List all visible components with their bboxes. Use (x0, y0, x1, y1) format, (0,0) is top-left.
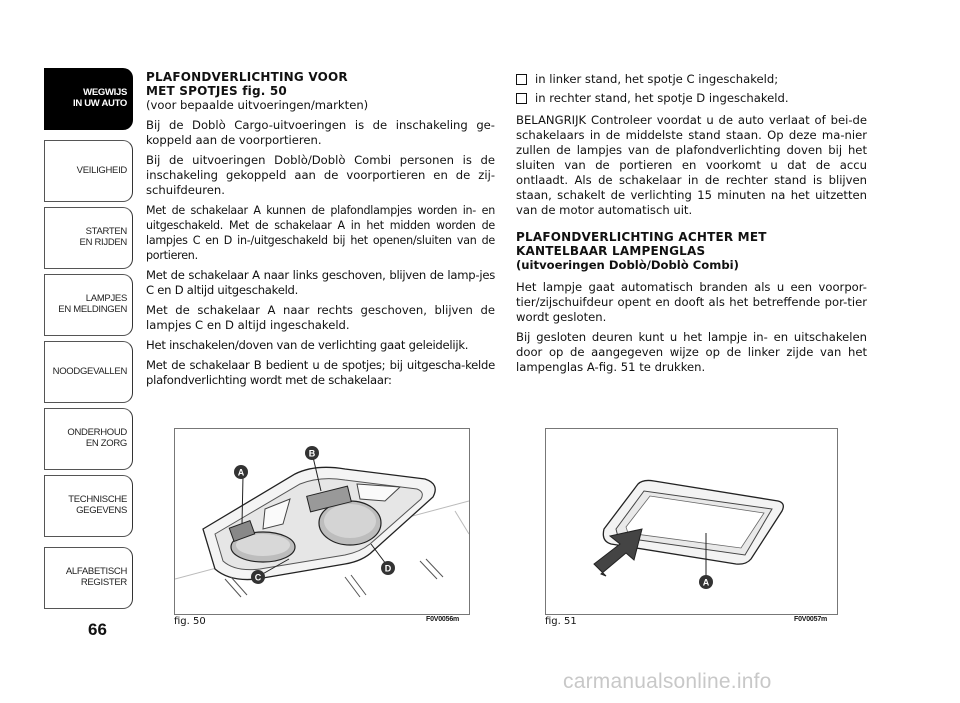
svg-text:B: B (308, 448, 316, 459)
tab-noodgevallen[interactable]: NOODGEVALLEN (44, 341, 133, 403)
marker-a (234, 465, 248, 479)
tab-starten[interactable]: STARTEN EN RIJDEN (44, 207, 133, 269)
paragraph-belangrijk: BELANGRIJK Controleer voordat u de auto verlaat of bei-de schakelaars in de middelste stand staan. Op deze ma-nier zullen de lampjes van de plafondverlichting doven bij het sluiten van de portieren en voorkomt u dat de accu ontlaadt. Als de schakelaar in de rechter stand is blijven staan, schakelt de verlichting 15 minuten na het uitzetten van de motor automatisch uit. (516, 113, 867, 217)
paragraph: Met de schakelaar B bedient u de spotjes; bij uitgescha-kelde plafondverlichting wordt met de schakelaar: (146, 358, 495, 387)
section-title-rear: PLAFONDVERLICHTING ACHTER MET KANTELBAAR LAMPENGLAS (516, 230, 767, 258)
figure-50-code: F0V0056m (426, 616, 460, 623)
page-number: 66 (88, 620, 107, 639)
tab-technische[interactable]: TECHNISCHE GEGEVENS (44, 475, 133, 537)
rear-ceiling-light-illustration (546, 429, 837, 614)
paragraph: Bij de Doblò Cargo-uitvoeringen is de inschakeling ge-koppeld aan de voorportieren. (146, 118, 495, 147)
svg-text:A: A (237, 467, 245, 478)
marker-c (251, 570, 265, 584)
paragraph: Het lampje gaat automatisch branden als u een voorpor-tier/zijschuifdeur opent en dooft als het betreffende por-tier wordt gesloten. (516, 280, 867, 324)
figure-51-label: fig. 51 (545, 616, 577, 627)
paragraph: Het inschakelen/doven van de verlichting gaat geleidelijk. (146, 338, 469, 352)
left-column (146, 70, 495, 393)
marker-b (305, 446, 319, 460)
checkbox-bullet-icon (516, 93, 527, 104)
figure-50-label: fig. 50 (174, 616, 206, 627)
tab-veiligheid[interactable]: VEILIGHEID (44, 140, 133, 202)
press-arrow-icon (594, 529, 642, 576)
svg-text:D: D (384, 563, 392, 574)
bullet-item: in linker stand, het spotje C ingeschakeld; (516, 72, 867, 87)
section-title-front: PLAFONDVERLICHTING VOOR MET SPOTJES fig. 50 (146, 70, 348, 98)
marker-d (381, 561, 395, 575)
paragraph: Met de schakelaar A naar links geschoven, blijven de lamp-jes C en D altijd uitgeschakeld. (146, 268, 495, 297)
tab-onderhoud[interactable]: ONDERHOUD EN ZORG (44, 408, 133, 470)
section-subtitle: (voor bepaalde uitvoeringen/markten) (146, 98, 369, 112)
figure-50 (174, 428, 470, 615)
bullet-item: in rechter stand, het spotje D ingeschakeld. (516, 91, 867, 106)
figure-51 (545, 428, 838, 615)
tab-lampjes[interactable]: LAMPJES EN MELDINGEN (44, 274, 133, 336)
svg-text:C: C (254, 572, 262, 583)
paragraph: Met de schakelaar A naar rechts geschoven, blijven de lampjes C en D altijd ingeschakeld. (146, 303, 495, 332)
paragraph: Met de schakelaar A kunnen de plafondlampjes worden in- en uitgeschakeld. Met de schakelaar A in het midden worden de lampjes C en D in-/uitgeschakeld bij het openen/sluiten van de portieren. (146, 204, 495, 262)
figure-51-code: F0V0057m (794, 616, 828, 623)
watermark: carmanualsonline.info (563, 670, 772, 693)
right-column (516, 72, 867, 380)
checkbox-bullet-icon (516, 74, 527, 85)
front-ceiling-light-illustration (175, 429, 469, 614)
paragraph: Bij de uitvoeringen Doblò/Doblò Combi personen is de inschakeling gekoppeld aan de voorportieren en de zij-schuifdeuren. (146, 153, 495, 197)
svg-text:A: A (702, 577, 710, 588)
tab-alfabetisch[interactable]: ALFABETISCH REGISTER (44, 547, 133, 609)
paragraph: Bij gesloten deuren kunt u het lampje in- en uitschakelen door op de aangegeven wijze op de linker zijde van het lampenglas A-fig. 51 te drukken. (516, 330, 867, 374)
tab-wegwijs[interactable]: WEGWIJS IN UW AUTO (44, 68, 133, 130)
marker-a (699, 575, 713, 589)
section-subtitle: (uitvoeringen Doblò/Doblò Combi) (516, 258, 739, 272)
